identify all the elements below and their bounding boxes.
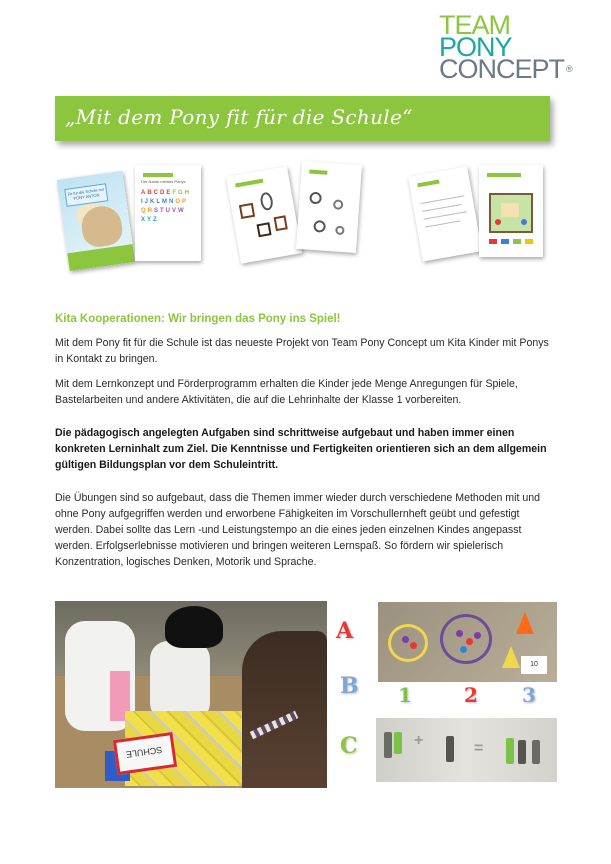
sheet2-header: Der Name meines Ponys <box>141 179 186 184</box>
photo-chalk-math <box>376 718 557 782</box>
ball <box>402 636 409 643</box>
alphabet-grid: ABCDEFGHIJKLMNOPQRSTUVWXYZ <box>141 190 192 223</box>
text-line <box>424 211 468 220</box>
text-line <box>422 204 462 212</box>
chalk-piece <box>394 732 402 754</box>
flower-illustration <box>495 219 501 225</box>
oval-shape <box>259 191 274 211</box>
paragraph-goals: Die pädagogisch angelegten Aufgaben sind schrittweise aufgebaut und haben immer einen konkreten Lerninhalt zum Ziel. Die Kenntnisse und Fertigkeiten orientieren sich an dem allgemein gültigen Bildungsplan vor dem Schuleintritt. <box>55 427 547 471</box>
worksheet-alphabet <box>135 165 201 261</box>
color-swatch <box>501 239 509 244</box>
banner-title: „Mit dem Pony fit für die Schule“ <box>65 105 413 129</box>
chalk-piece <box>506 738 514 764</box>
logo-line-team: TEAM <box>439 10 511 40</box>
whiteboard-text: SCHULE <box>125 744 163 760</box>
hoop <box>388 624 428 662</box>
square-shape <box>274 215 288 231</box>
grass-illustration <box>67 244 135 271</box>
pony-figure <box>242 631 327 788</box>
chalk-piece <box>446 736 454 762</box>
equals-symbol: = <box>474 740 484 757</box>
house-illustration <box>501 203 519 217</box>
worksheet-drawing <box>296 161 362 253</box>
sheet-header-bar <box>309 170 327 175</box>
registered-mark: ® <box>566 64 572 74</box>
paragraph-concept: Mit dem Lernkonzept und Förderprogramm erhalten die Kinder jede Menge Anregungen für Spiele, Bastelarbeiten und andere Aktivitäten, die auf die Lehrinhalte der Klasse 1 vorbereiten. <box>55 378 518 406</box>
paragraph-exercises: Die Übungen sind so aufgebaut, dass die Themen immer wieder durch verschiedene Methoden mit und ohne Pony aufgegriffen werden und erworbene Fähigkeiten im Vorschullernheft geübt und gefestigt werden. Dabei sollte das Lern -und Leistungstempo an die eines jeden einzelnen Kindes angepasst werden. Erfolgserlebnisse motivieren und bringen weiteren Lernspaß. So fördern wir spielerisch Konzentration, logisches Denken, Motorik und Sprache. <box>55 492 541 568</box>
letter-a: A <box>336 618 354 644</box>
cover-title: Fit für die Schule mit PONY ANTON <box>67 186 105 201</box>
ball <box>474 632 481 639</box>
ball <box>466 638 473 645</box>
title-banner <box>55 96 550 141</box>
worksheet-text <box>408 166 482 261</box>
sheet-header-bar <box>143 173 173 177</box>
worksheet-cover <box>57 171 135 271</box>
text-line <box>421 195 465 204</box>
photo-hoops-and-cones <box>378 602 557 682</box>
letter-c: C <box>340 733 358 759</box>
logo-line-pony: PONY <box>439 32 512 62</box>
worksheet-shapes <box>226 166 302 263</box>
flower-illustration <box>521 219 527 225</box>
color-swatch <box>525 239 533 244</box>
circle-shape <box>309 192 322 205</box>
number-two: 2 <box>464 683 478 707</box>
circle-shape <box>333 199 344 210</box>
child-figure <box>150 641 210 721</box>
text-line <box>425 220 461 227</box>
yellow-cone <box>502 646 520 668</box>
chalk-piece <box>384 732 392 758</box>
sheet-header-bar <box>417 180 439 188</box>
ball <box>460 646 467 653</box>
square-shape <box>239 203 255 219</box>
ball <box>410 642 417 649</box>
number-three: 3 <box>522 683 536 707</box>
letter-b: B <box>340 673 359 699</box>
worksheet-picture <box>479 165 543 257</box>
logo-concept-text: CONCEPT <box>439 54 565 84</box>
number-one: 1 <box>398 683 412 707</box>
photo-children-with-pony <box>55 601 327 788</box>
number-card: 10 <box>521 656 547 674</box>
plus-symbol: + <box>414 732 424 749</box>
ball <box>456 630 463 637</box>
square-shape <box>257 222 272 237</box>
sheet-header-bar <box>235 179 263 188</box>
circle-shape <box>313 220 326 233</box>
orange-cone <box>516 612 534 634</box>
farm-picture <box>489 193 533 233</box>
circle-shape <box>335 226 345 236</box>
chalk-piece <box>532 740 540 764</box>
color-swatch <box>513 239 521 244</box>
chalk-piece <box>518 740 526 764</box>
section-heading: Kita Kooperationen: Wir bringen das Pony ins Spiel! <box>55 313 341 325</box>
riding-helmet <box>165 606 223 648</box>
sheet-header-bar <box>487 173 521 177</box>
team-pony-concept-logo <box>439 10 589 84</box>
color-swatch <box>489 239 497 244</box>
paragraph-intro: Mit dem Pony fit für die Schule ist das neueste Projekt von Team Pony Concept um Kita Kinder mit Ponys in Kontakt zu bringen. <box>55 337 549 365</box>
worksheet-preview <box>55 155 555 273</box>
logo-line-concept <box>439 54 589 84</box>
